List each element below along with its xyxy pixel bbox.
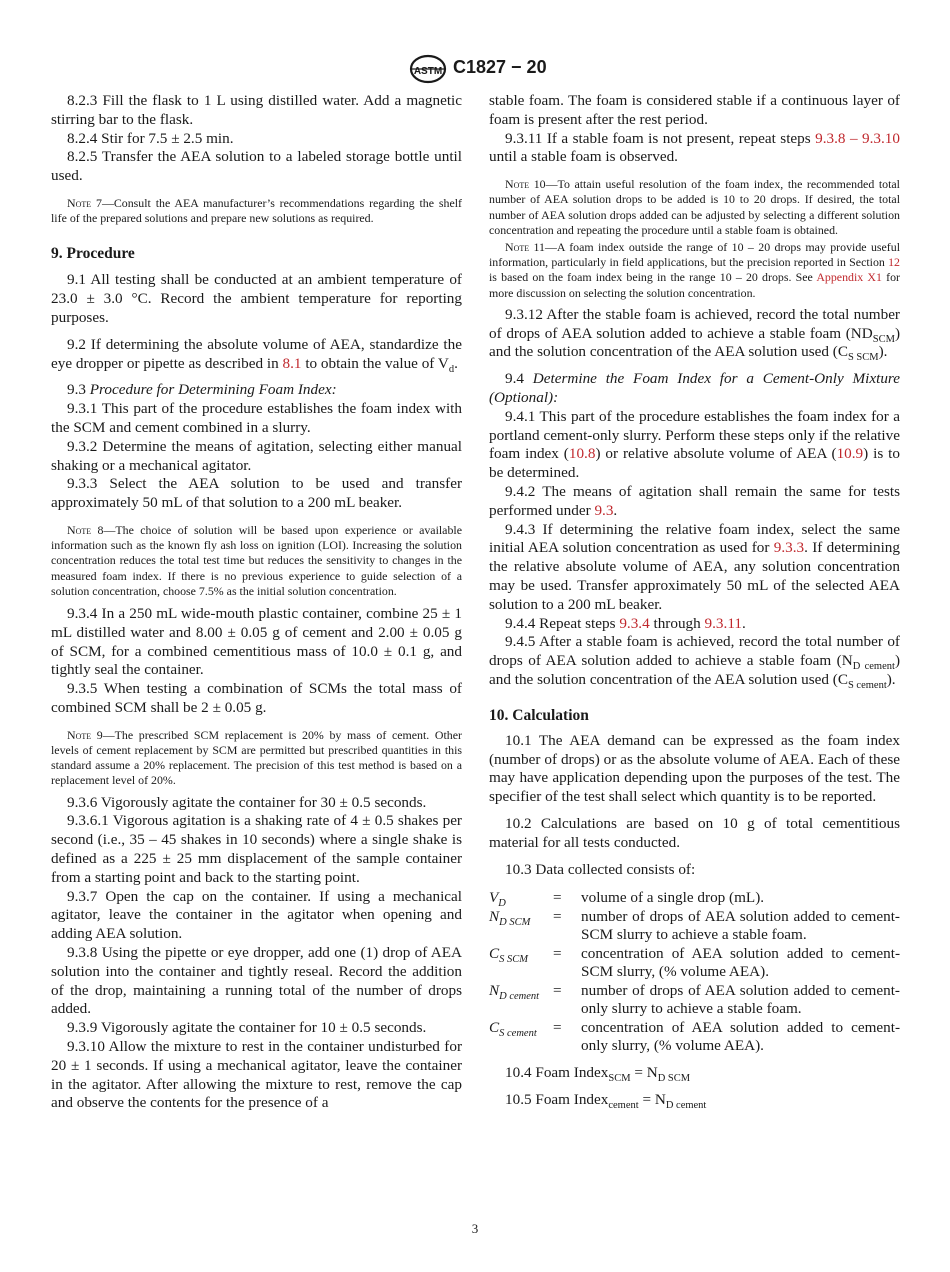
section-8-2-3: 8.2.3 Fill the flask to 1 L using distilled water. Add a magnetic stirring bar to the flask. (51, 92, 462, 128)
link-section-12[interactable]: 12 (888, 255, 900, 270)
section-9-1: 9.1 All testing shall be conducted at an ambient temperature of 23.0 ± 3.0 °C. Record the ambient temperature for reporting purposes. (51, 271, 462, 326)
section-9-3: 9.3 Procedure for Determining Foam Index: (67, 381, 337, 399)
section-9-3-3: 9.3.3 Select the AEA solution to be used and transfer approximately 50 mL of that solution to a 200 mL beaker. (51, 475, 462, 512)
section-9-4-1: 9.4.1 This part of the procedure establishes the foam index for a portland cement-only slurry. Perform these steps only if the relative foam index (10.8) or relative absolute volume of AEA (10.9) is to be determined. (489, 407, 900, 482)
document-designation: C1827 − 20 (453, 57, 547, 77)
section-8-2-4: 8.2.4 Stir for 7.5 ± 2.5 min. (67, 129, 234, 147)
note-11: Note 11—A foam index outside the range of 10 – 20 drops may provide useful information, particularly in field applications, but the precision reported in Section 12 is based on the foam index being in the range 10 – 20 drops. See Appendix X1 for more discussion on selecting the solution concentration. (489, 240, 901, 300)
section-10-4: 10.4 Foam Index$_{SCM}$ = $N_{D SCM}$ (505, 1064, 691, 1085)
note-7: Note 7—Consult the AEA manufacturer’s recommendations regarding the shelf life of the prepared solutions and prepare new solutions as required. (51, 195, 462, 226)
section-10-2: 10.2 Calculations are based on 10 g of total cementitious material for all tests conducted. (489, 814, 900, 851)
section-9-4-2: 9.4.2 The means of agitation shall remain the same for tests performed under 9.3. (489, 482, 900, 519)
link-9-3-11[interactable]: 9.3.11 (704, 614, 742, 632)
note-10: Note 10—To attain useful resolution of the foam index, the recommended total number of AEA solution drops to be added is 10 to 20 drops. If desired, the total number of AEA solution drops added can be adjusted by selecting a different solution concentration and repeating the procedure until a stable foam is obtained. (489, 177, 900, 237)
link-8-1[interactable]: 8.1 (282, 354, 302, 372)
section-9-3-11: 9.3.11 If a stable foam is not present, repeat steps 9.3.8 – 9.3.10 until a stable foam is observed. (489, 129, 900, 166)
definition-row: $C_{S cement}$ = concentration of AEA solution added to cement-only slurry, (% volume AEA). (489, 1019, 900, 1055)
section-9-3-10: 9.3.10 Allow the mixture to rest in the container undisturbed for 20 ± 1 seconds. If using a mechanical agitator, leave the container in the agitator. After allowing the mixture to rest, remove the cap and observe the contents for the presence of a (51, 1037, 462, 1112)
page-number: 3 (471, 1221, 479, 1236)
heading-calculation: 10. Calculation (489, 706, 589, 724)
left-column (51, 92, 462, 1113)
section-9-4-3: 9.4.3 If determining the relative foam index, select the same initial AEA solution concentration as used for 9.3.3. If determining the relative absolute volume of AEA, any solution concentration may be used. Transfer approximately 50 mL of the selected AEA solution to a 200 mL beaker. (489, 520, 900, 613)
section-9-4-5: 9.4.5 After a stable foam is achieved, record the total number of drops of AEA solution added to achieve a stable foam $(N_{D cement})$ and the solution concentration of the AEA solution used $(C_{S cement})$. (489, 633, 900, 691)
section-10-3: 10.3 Data collected consists of: (505, 860, 696, 878)
definition-row: $V_D$ = volume of a single drop (mL). (489, 889, 765, 910)
section-9-3-5: 9.3.5 When testing a combination of SCMs the total mass of combined SCM shall be 2 ± 0.05 g. (51, 680, 462, 716)
link-10-8[interactable]: 10.8 (568, 445, 596, 463)
link-9-3-8-to-9-3-10[interactable]: 9.3.8 – 9.3.10 (815, 129, 900, 147)
svg-text:ASTM: ASTM (413, 66, 443, 77)
section-10-1: 10.1 The AEA demand can be expressed as the foam index (number of drops) or as the absolute volume of AEA. Each of these may have application depending upon the purposes of the test. The specifier of the test shall select which quantity is to be reported. (489, 731, 900, 806)
section-9-2: 9.2 If determining the absolute volume of AEA, standardize the eye dropper or pipette as described in 8.1 to obtain the value of $V_d$. (51, 335, 462, 375)
astm-logo-icon (408, 54, 448, 84)
definition-row: $C_{S SCM}$ = concentration of AEA solution added to cement-SCM slurry, (% volume AEA). (489, 945, 900, 981)
link-9-3[interactable]: 9.3 (594, 501, 614, 519)
section-9-3-4: 9.3.4 In a 250 mL wide-mouth plastic container, combine 25 ± 1 mL distilled water and 8.00 ± 0.05 g of cement and 2.00 ± 0.05 g of SCM, for a combined cementitious mass of 10.0 ± 0.1 g, and tightly seal the container. (51, 604, 462, 679)
right-column (489, 92, 900, 1110)
link-9-3-4[interactable]: 9.3.4 (619, 614, 650, 632)
section-10-5: 10.5 Foam Index$_{cement}$ = $N_{D cement}$ (505, 1091, 707, 1112)
section-9-3-7: 9.3.7 Open the cap on the container. If using a mechanical agitator, leave the container in the agitator when opening and adding AEA solution. (51, 887, 462, 943)
page-header (0, 54, 950, 84)
section-9-3-10-continued: stable foam. The foam is considered stable if a continuous layer of foam is present after the rest period. (489, 92, 900, 128)
section-9-3-9: 9.3.9 Vigorously agitate the container for 10 ± 0.5 seconds. (67, 1019, 427, 1037)
note-9: Note 9—The prescribed SCM replacement is 20% by mass of cement. Other levels of cement replacement by SCM are permitted but prescribed quantities in this standard assume a 20% replacement. The precision of this test method is based on a replacement level of 20%. (51, 727, 462, 788)
section-9-3-2: 9.3.2 Determine the means of agitation, selecting either manual shaking or a mechanical agitator. (51, 437, 462, 474)
section-8-2-5: 8.2.5 Transfer the AEA solution to a labeled storage bottle until used. (51, 148, 462, 185)
heading-procedure: 9. Procedure (51, 245, 135, 263)
link-9-3-3[interactable]: 9.3.3 (773, 539, 805, 557)
note-8: Note 8—The choice of solution will be based upon experience or available information such as the known fly ash loss on ignition (LOI). Increasing the solution concentration reduces the total test time but reduces the sensitivity to changes in the measured foam index. If there is no previous experience to guide selection of a solution concentration, choose 7.5% as the initial solution concentration. (51, 522, 462, 598)
section-9-3-6: 9.3.6 Vigorously agitate the container for 30 ± 0.5 seconds. (67, 793, 427, 811)
section-9-3-6-1: 9.3.6.1 Vigorous agitation is a shaking rate of 4 ± 0.5 shakes per second (i.e., 35 – 45 shakes in 10 seconds) where a single shake is defined as a 225 ± 25 mm displacement of the sample container from a starting point and back to the starting point. (51, 812, 462, 886)
section-9-4-4: 9.4.4 Repeat steps 9.3.4 through 9.3.11. (505, 614, 746, 632)
variable-definitions (489, 889, 900, 1055)
link-appendix-x1[interactable]: Appendix X1 (816, 270, 882, 285)
definition-row: $N_{D SCM}$ = number of drops of AEA solution added to cement-SCM slurry to achieve a stable foam. (489, 908, 900, 944)
section-9-3-12: 9.3.12 After the stable foam is achieved, record the total number of drops of AEA solution added to achieve a stable foam $(ND_{SCM})$ and the solution concentration of the AEA solution used $(C_{S SCM})$. (489, 305, 900, 364)
section-9-3-1: 9.3.1 This part of the procedure establishes the foam index with the SCM and cement combined in a slurry. (51, 400, 462, 436)
link-10-9[interactable]: 10.9 (836, 445, 864, 463)
definition-row: $N_{D cement}$ = number of drops of AEA solution added to cement-only slurry to achieve a stable foam. (489, 982, 900, 1018)
section-9-3-8: 9.3.8 Using the pipette or eye dropper, add one (1) drop of AEA solution into the container and tightly reseal. Record the addition of the drop, maintaining a running total of the number of drops added. (51, 943, 462, 1018)
section-9-4: 9.4 Determine the Foam Index for a Cement-Only Mixture (Optional): (489, 370, 901, 406)
